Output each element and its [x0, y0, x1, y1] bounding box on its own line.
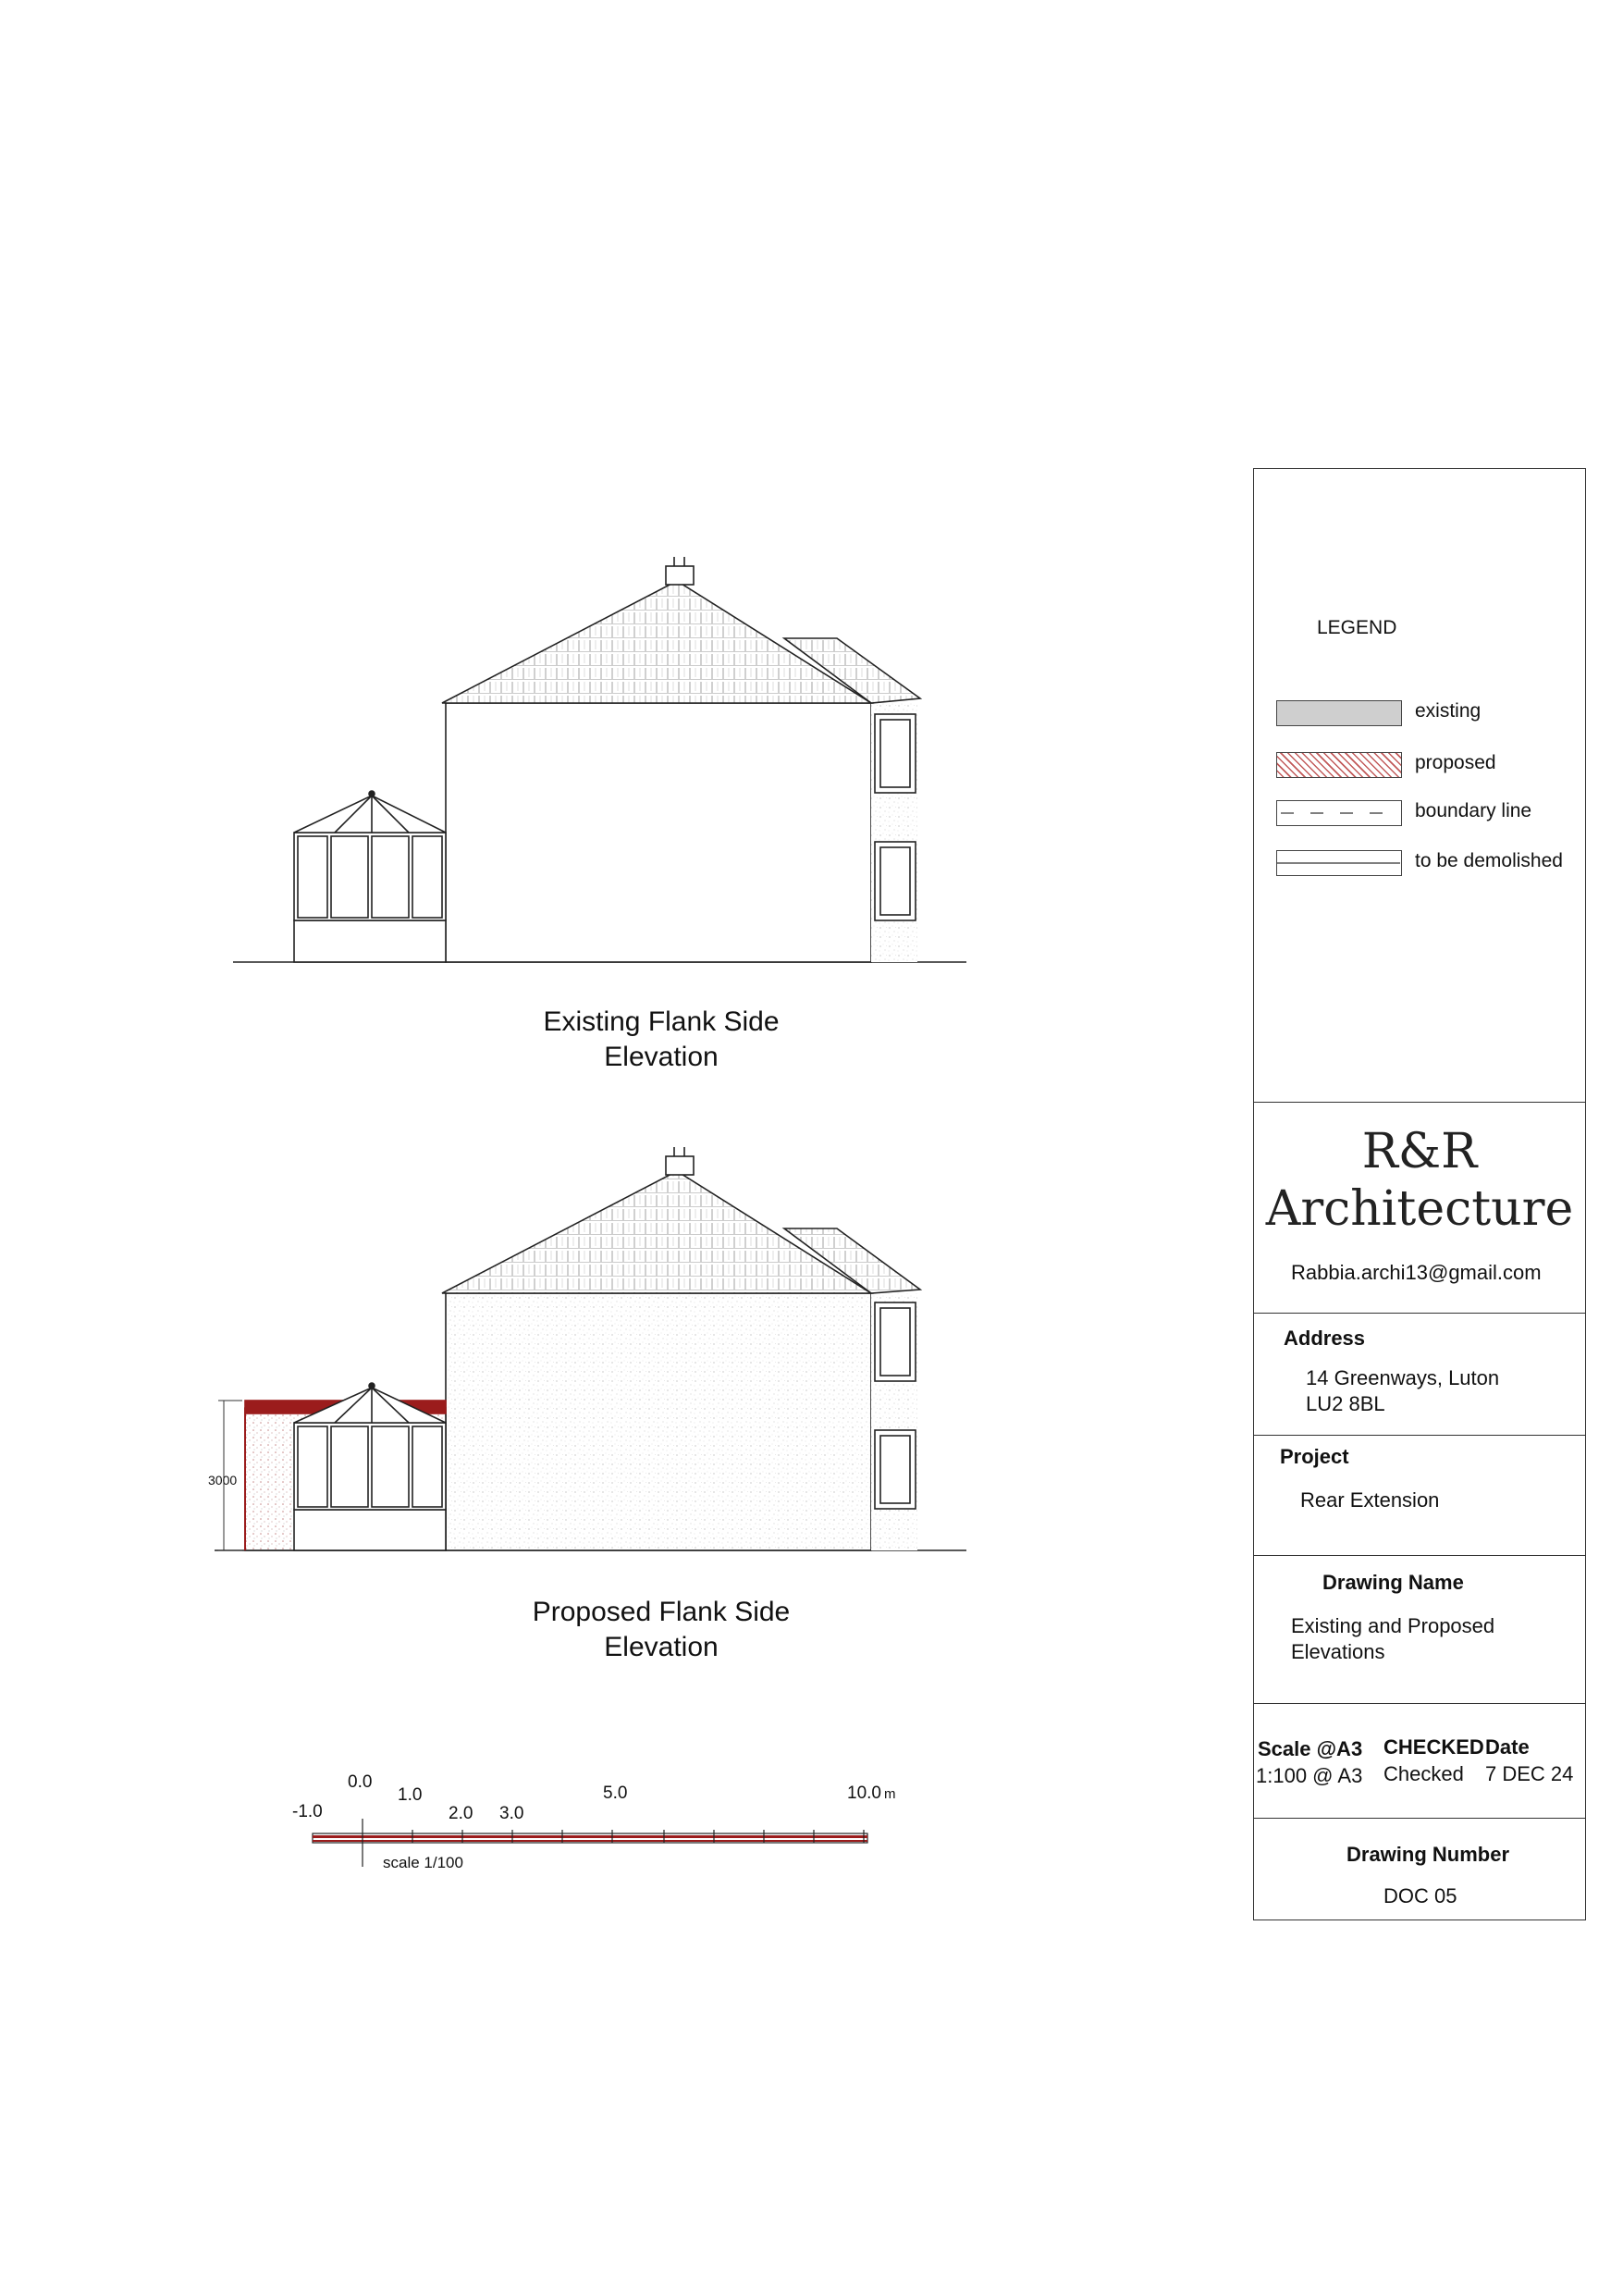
- scale-checked-date-section: [1254, 1703, 1585, 1819]
- project-value: Rear Extension: [1300, 1488, 1440, 1512]
- date-label: Date: [1485, 1735, 1530, 1759]
- drawing-number-section: [1254, 1818, 1585, 1920]
- project-label: Project: [1280, 1445, 1349, 1468]
- drawing-number-label: Drawing Number: [1346, 1843, 1510, 1866]
- existing-chimney: [666, 566, 694, 585]
- scale-tick-1: 1.0: [398, 1785, 423, 1805]
- drawing-number-value: DOC 05: [1383, 1884, 1457, 1907]
- drawing-name-line1: Existing and Proposed: [1291, 1614, 1495, 1637]
- scale-label: Scale @A3: [1258, 1737, 1363, 1760]
- scale-caption: scale 1/100: [383, 1854, 463, 1871]
- scale-tick-10: [847, 1784, 895, 1804]
- scale-unit: m: [883, 1786, 896, 1802]
- legend-label-existing: existing: [1415, 700, 1482, 722]
- checked-label: CHECKED: [1383, 1735, 1484, 1759]
- proposed-elevation-caption: [430, 1595, 892, 1665]
- existing-house-wall: [446, 703, 871, 962]
- proposed-elevation: [215, 1147, 966, 1550]
- scale-tick-0: 0.0: [348, 1772, 373, 1792]
- title-block: [1253, 468, 1586, 1920]
- legend-swatch-proposed: [1276, 752, 1402, 778]
- dimension-label: 3000: [208, 1473, 238, 1487]
- drawing-name-section: [1254, 1555, 1585, 1704]
- address-section: [1254, 1313, 1585, 1436]
- legend-swatch-existing: [1276, 700, 1402, 726]
- brand-email: Rabbia.archi13@gmail.com: [1291, 1261, 1542, 1284]
- brand-section: [1254, 1102, 1585, 1314]
- existing-caption-line2: Elevation: [604, 1042, 719, 1072]
- drawing-name-label: Drawing Name: [1322, 1571, 1464, 1594]
- legend-label-proposed: proposed: [1415, 752, 1496, 773]
- project-section: [1254, 1435, 1585, 1556]
- date-value: 7 DEC 24: [1485, 1762, 1574, 1785]
- legend-swatch-boundary: [1276, 800, 1402, 826]
- existing-caption-line1: Existing Flank Side: [543, 1006, 780, 1037]
- scale-tick-2: 2.0: [449, 1804, 473, 1823]
- scale-tick-10-value: 10.0: [847, 1784, 881, 1803]
- address-label: Address: [1284, 1327, 1366, 1350]
- address-line1: 14 Greenways, Luton: [1306, 1366, 1500, 1389]
- brand-logo-line1: R&R: [1361, 1124, 1478, 1179]
- legend-title: LEGEND: [1317, 617, 1397, 638]
- scale-tick-5: 5.0: [603, 1784, 628, 1803]
- proposed-chimney: [666, 1156, 694, 1175]
- proposed-house-wall: [446, 1293, 871, 1550]
- drawing-name-line2: Elevations: [1291, 1640, 1385, 1663]
- scale-tick-minus1: -1.0: [292, 1802, 323, 1821]
- existing-conservatory: [294, 791, 446, 962]
- legend-swatch-demolish: [1276, 850, 1402, 876]
- brand-logo-line2: Architecture: [1265, 1181, 1574, 1237]
- existing-elevation-caption: [430, 1005, 892, 1075]
- proposed-caption-line1: Proposed Flank Side: [532, 1597, 791, 1627]
- proposed-caption-line2: Elevation: [604, 1632, 719, 1662]
- scale-tick-3: 3.0: [499, 1804, 524, 1823]
- legend-label-demolish: to be demolished: [1415, 850, 1563, 871]
- scale-value: 1:100 @ A3: [1256, 1764, 1363, 1787]
- legend-label-boundary: boundary line: [1415, 800, 1532, 821]
- address-line2: LU2 8BL: [1306, 1392, 1385, 1415]
- existing-elevation: [233, 557, 966, 962]
- checked-value: Checked: [1383, 1762, 1464, 1785]
